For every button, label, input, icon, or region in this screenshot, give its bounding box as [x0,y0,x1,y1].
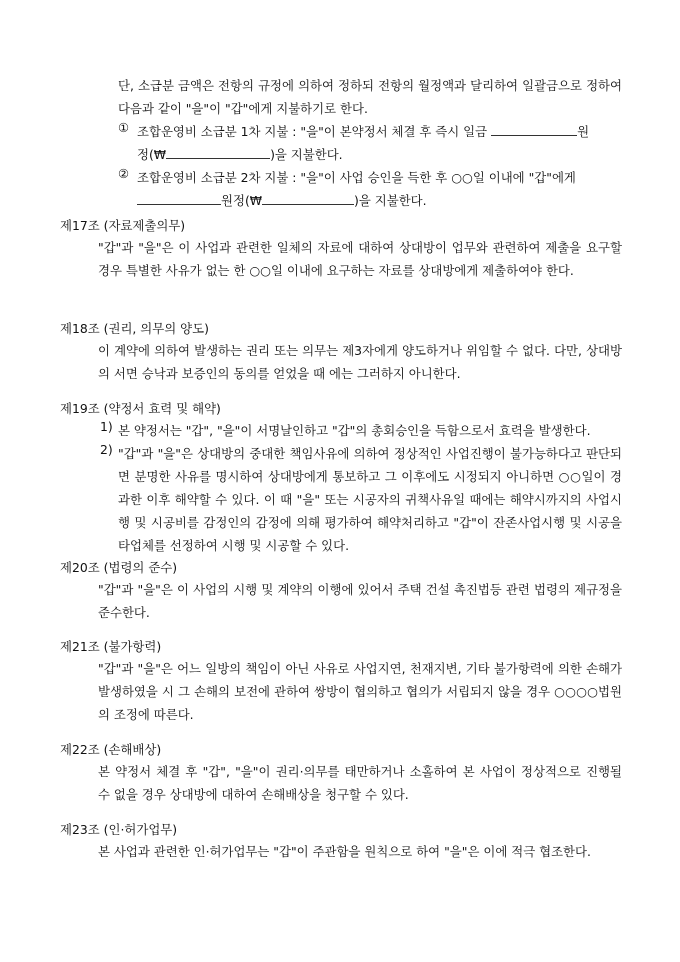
item-text [137,120,622,166]
item-number: 1) [100,419,113,434]
intro-item-2 [118,166,622,212]
intro-note: 단, 소급분 금액은 전항의 규정에 의하여 정하되 전항의 월정액과 달리하여 일괄금으로 정하여 다음과 같이 "을"이 "갑"에게 지불하기로 한다. [118,78,622,116]
item-number: ① [118,120,130,135]
article-item-1 [98,419,622,442]
article-item-2 [98,442,622,557]
article-body: 본 사업과 관련한 인·허가업무는 "갑"이 주관함을 원칙으로 하여 "을"은 이에 적극 협조한다. [98,844,591,859]
article-title: 제23조 (인·허가업무) [60,822,178,837]
intro-section [0,74,680,212]
item-number: ② [118,166,130,181]
intro-item-1 [118,120,622,166]
article-body: "갑"과 "을"은 이 사업과 관련한 일체의 자료에 대하여 상대방이 업무와 관련하여 제출을 요구할 경우 특별한 사유가 없는 한 ○○일 이내에 요구하는 자료를 상대방에게 제출하여야 한다. [98,240,622,278]
article-title: 제22조 (손해배상) [60,742,162,757]
item1-text-c: 정(₩ [137,147,167,162]
item1-text-d: )을 지불한다. [270,147,343,162]
article-title: 제21조 (불가항력) [60,639,162,654]
article-items [98,419,622,557]
article-title: 제18조 (권리, 의무의 양도) [60,321,209,336]
amount-blank [491,123,577,136]
item-text: "갑"과 "을"은 상대방의 중대한 책임사유에 의하여 정상적인 사업진행이 불가능하다고 판단되면 분명한 사유를 명시하여 상대방에게 통보하고 그 이후에도 시정되지 아니하면 ○○일이 경과한 이후 해약할 수 있다. 이 때 "을" 또는 시공자의 귀책사유일 때에는 해약시까지의 사업시행 및 시공비를 감정인의 감정에 의해 평가하여 해약처리하고 "갑"이 잔존사업시행 및 시공을 타업체를 선정하여 시행 및 시공할 수 있다. [118,446,622,553]
item-text: 본 약정서는 "갑", "을"이 서명날인하고 "갑"의 총회승인을 득함으로서 효력을 발생한다. [118,423,591,438]
item2-text-c: )을 지불한다. [354,193,427,208]
item-text [137,166,622,212]
amount-blank [137,192,221,205]
item2-text-a: 조합운영비 소급분 2차 지불 : "을"이 사업 승인을 득한 후 ○○일 이내에 "갑"에게 [137,170,576,185]
article-body: 이 계약에 의하여 발생하는 권리 또는 의무는 제3자에게 양도하거나 위임할 수 없다. 다만, 상대방의 서면 승낙과 보증인의 동의를 얻었을 때 에는 그러하지 아니한다. [98,343,622,381]
amount-blank [262,192,354,205]
article-title: 제20조 (법령의 준수) [60,560,178,575]
article-title: 제17조 (자료제출의무) [60,218,186,233]
item2-text-b: 원정(₩ [221,193,263,208]
article-body: "갑"과 "을"은 어느 일방의 책임이 아닌 사유로 사업지연, 천재지변, 기타 불가항력에 의한 손해가 발생하였을 시 그 손해의 보전에 관하여 쌍방이 협의하고 협의가 서립되지 않을 경우 ○○○○법원의 조정에 따른다. [98,661,622,722]
item-number: 2) [100,442,113,457]
article-body: "갑"과 "을"은 이 사업의 시행 및 계약의 이행에 있어서 주택 건설 촉진법등 관련 법령의 제규정을 준수한다. [98,582,622,620]
item1-text-b: 원 [577,124,590,139]
article-title: 제19조 (약정서 효력 및 해약) [60,401,221,416]
amount-blank [166,146,270,159]
article-body: 본 약정서 체결 후 "갑", "을"이 권리·의무를 태만하거나 소홀하여 본 사업이 정상적으로 진행될 수 없을 경우 상대방에 대하여 손해배상을 청구할 수 있다. [98,764,622,802]
item1-text-a: 조합운영비 소급분 1차 지불 : "을"이 본약정서 체결 후 즉시 일금 [137,124,488,139]
